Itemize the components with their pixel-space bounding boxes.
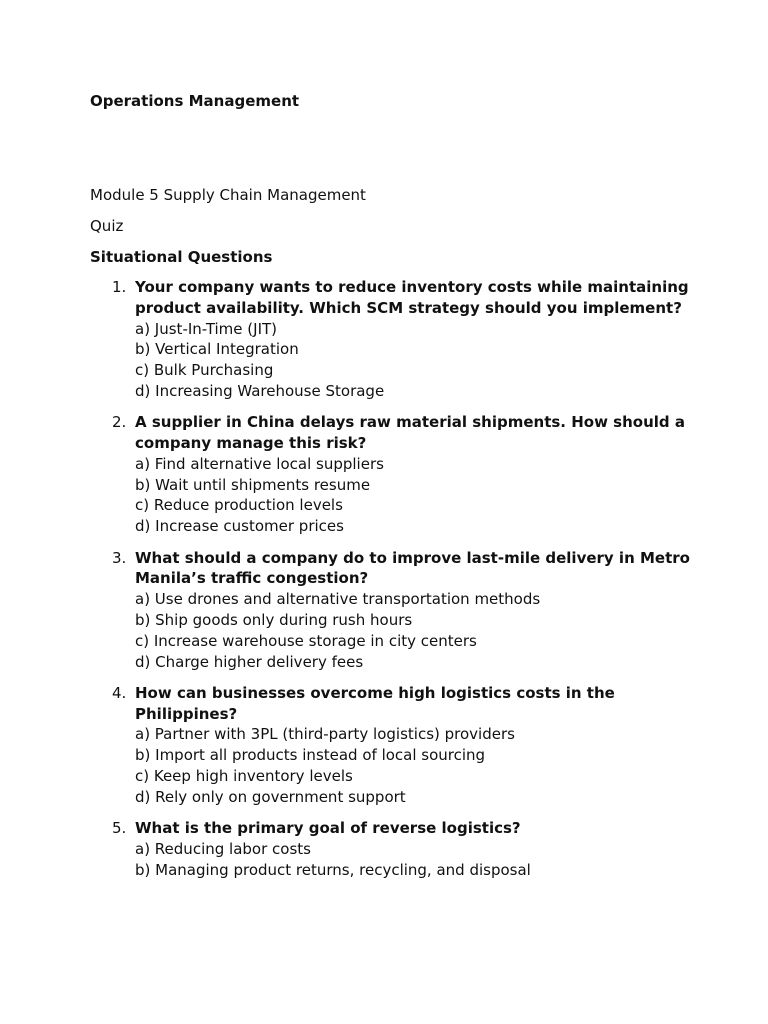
answer-option: a) Find alternative local suppliers [135, 454, 384, 473]
question-number: 1. [112, 278, 127, 296]
question-number: 2. [112, 413, 127, 432]
answer-option: d) Rely only on government support [135, 787, 406, 806]
question-item [90, 277, 690, 402]
document-title: Operations Management [90, 92, 300, 110]
answer-option: b) Vertical Integration [135, 340, 299, 359]
question-number: 5. [112, 819, 127, 838]
question-item [90, 683, 690, 808]
question-text: How can businesses overcome high logistics costs in the Philippines? [135, 683, 615, 723]
question-text: A supplier in China delays raw material shipments. How should a company manage this risk? [135, 413, 685, 453]
answer-option: d) Increasing Warehouse Storage [135, 381, 385, 400]
answer-option: b) Managing product returns, recycling, and disposal [135, 860, 531, 879]
section-heading: Situational Questions [90, 248, 273, 266]
question-number: 3. [112, 548, 127, 567]
question-list [90, 277, 690, 881]
answer-option: c) Bulk Purchasing [135, 361, 274, 380]
answer-option: c) Increase warehouse storage in city centers [135, 631, 477, 650]
answer-option: b) Ship goods only during rush hours [135, 610, 413, 629]
question-item [90, 548, 690, 673]
answer-option: a) Partner with 3PL (third-party logistics) providers [135, 725, 515, 744]
answer-option: b) Wait until shipments resume [135, 475, 371, 494]
question-text: Your company wants to reduce inventory costs while maintaining product availability. Which SCM strategy should you implement? [135, 278, 689, 317]
answer-option: a) Use drones and alternative transportation methods [135, 590, 541, 609]
module-heading: Module 5 Supply Chain Management [90, 186, 366, 204]
question-item [90, 412, 690, 537]
answer-option: b) Import all products instead of local sourcing [135, 746, 486, 765]
question-text: What should a company do to improve last-mile delivery in Metro Manila’s traffic congestion? [135, 548, 690, 588]
answer-option: c) Keep high inventory levels [135, 767, 353, 786]
answer-option: d) Charge higher delivery fees [135, 652, 364, 671]
question-text: What is the primary goal of reverse logistics? [135, 819, 521, 838]
answer-option: a) Just-In-Time (JIT) [135, 319, 278, 338]
answer-option: a) Reducing labor costs [135, 839, 311, 858]
question-item [90, 818, 690, 880]
answer-option: d) Increase customer prices [135, 517, 344, 536]
document-page [90, 91, 690, 891]
question-number: 4. [112, 683, 127, 702]
answer-option: c) Reduce production levels [135, 496, 343, 515]
quiz-label: Quiz [90, 217, 124, 235]
